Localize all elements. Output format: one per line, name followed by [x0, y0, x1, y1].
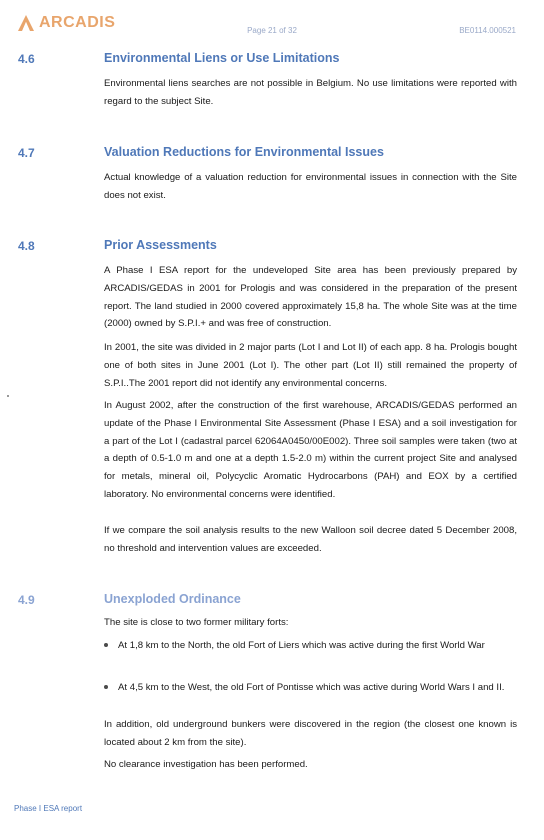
bullet-icon: [104, 643, 108, 647]
logo-text: ARCADIS: [39, 14, 116, 31]
section-number-4-9: 4.9: [18, 593, 35, 607]
page-number: Page 21 of 32: [247, 26, 297, 35]
section-number-4-6: 4.6: [18, 52, 35, 66]
list-item-text: At 4,5 km to the West, the old Fort of Pontisse which was active during World Wars I and II.: [118, 682, 505, 693]
paragraph-4-8-4: If we compare the soil analysis results to the new Walloon soil decree dated 5 December 2008, no threshold and intervention values are exceeded.: [104, 525, 517, 554]
page-header: [0, 14, 544, 38]
paragraph-4-6: Environmental liens searches are not possible in Belgium. No use limitations were reported with regard to the subject Site.: [104, 78, 517, 107]
section-title-4-7: Valuation Reductions for Environmental Issues: [104, 145, 384, 159]
list-item-text: At 1,8 km to the North, the old Fort of Liers which was active during the first World War: [118, 640, 485, 651]
paragraph-4-8-1: A Phase I ESA report for the undeveloped Site area has been previously prepared by ARCADIS/GEDAS in 2001 for Prologis and was considered in the preparation of the present report. The land studied in 2000 covered approximately 15,8 ha. The whole Site was at the time (2000) owned by S.P.I.+ and was free of construction.: [104, 265, 517, 330]
section-title-4-8: Prior Assessments: [104, 238, 217, 252]
section-number-4-8: 4.8: [18, 239, 35, 253]
section-number-4-7: 4.7: [18, 146, 35, 160]
list-item: [104, 637, 517, 655]
section-title-4-9: Unexploded Ordinance: [104, 592, 241, 606]
scan-speck: [7, 395, 9, 397]
paragraph-4-9-2: No clearance investigation has been performed.: [104, 759, 308, 770]
document-reference: BE0114.000521: [459, 26, 516, 35]
page-footer: Phase I ESA report: [14, 804, 83, 813]
paragraph-4-8-2: In 2001, the site was divided in 2 major parts (Lot I and Lot II) of each app. 8 ha. Prologis bought one of both sites in June 2001 (Lot I). The other part (Lot II) still remained the property of S.P.I..The 2001 report did not identify any environmental concerns.: [104, 342, 517, 389]
bullet-icon: [104, 685, 108, 689]
paragraph-4-7: Actual knowledge of a valuation reduction for environmental issues in connection with the Site does not exist.: [104, 172, 517, 201]
paragraph-4-9-intro: The site is close to two former military forts:: [104, 617, 289, 628]
paragraph-4-9-1: In addition, old underground bunkers were discovered in the region (the closest one known is located about 2 km from the site).: [104, 719, 517, 748]
list-item: [104, 679, 517, 697]
paragraph-4-8-3: In August 2002, after the construction of the first warehouse, ARCADIS/GEDAS performed an update of the Phase I Environmental Site Assessment (Phase I ESA) and a soil investigation for a part of the Lot I (cadastral parcel 62064A0450/00E002). Three soil samples were taken (two at a depth of 0.5-1.0 m and one at a depth 1.5-2.0 m) within the current project Site and analysed for metals, mineral oil, Polycyclic Aromatic Hydrocarbons (PAH) and EOX by a certified laboratory. No environmental concerns were identified.: [104, 400, 517, 500]
section-title-4-6: Environmental Liens or Use Limitations: [104, 51, 340, 65]
